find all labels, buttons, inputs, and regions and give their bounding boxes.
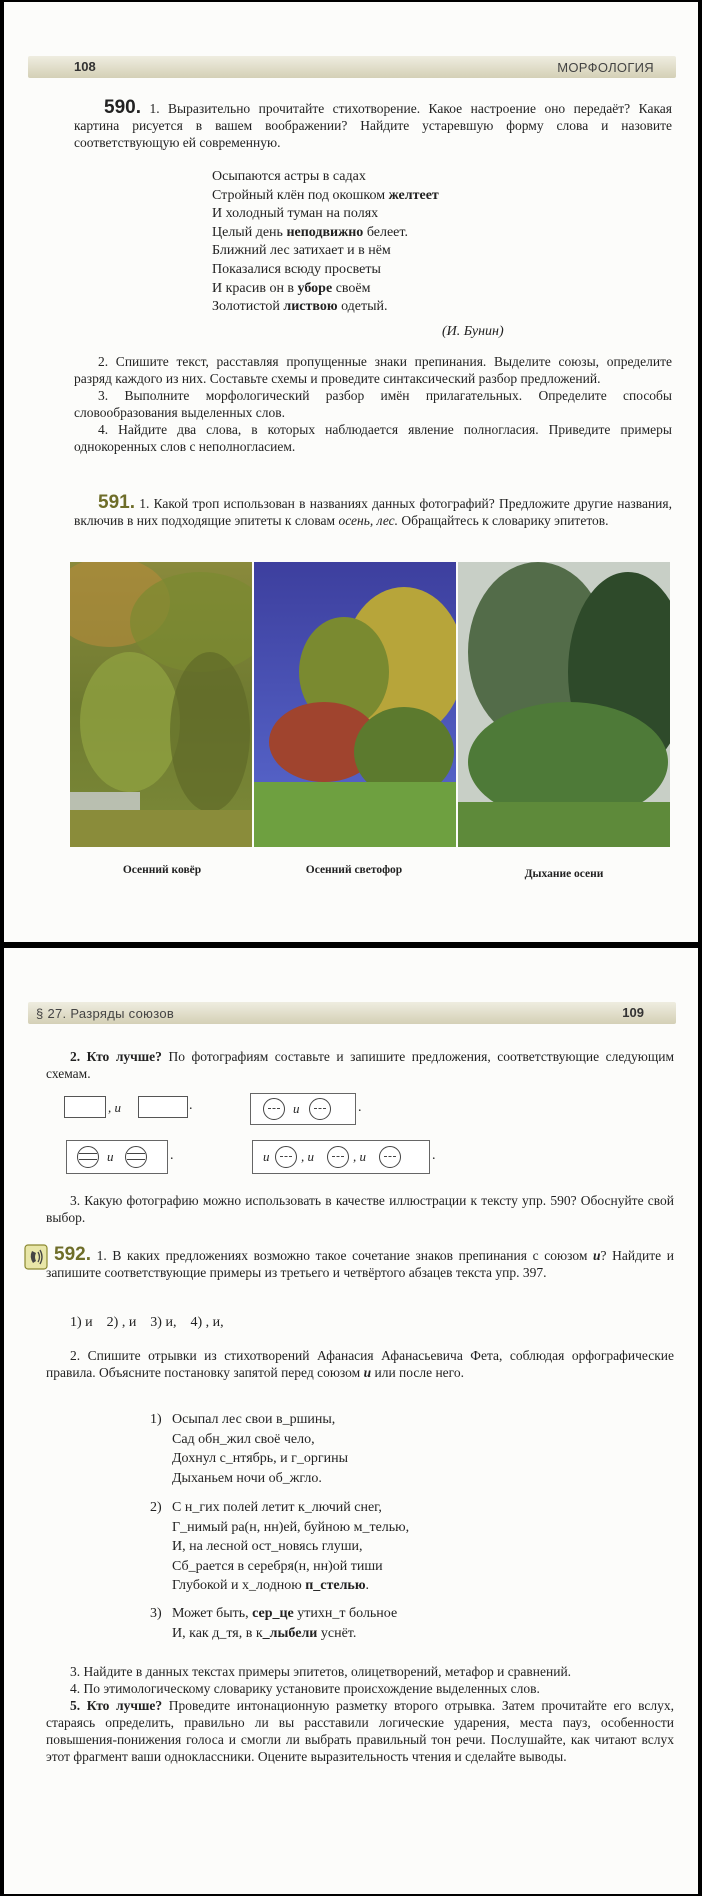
scheme-dot: . xyxy=(189,1098,193,1113)
poem-line: Осыпаются астры в садах xyxy=(212,169,366,184)
scheme-dot: . xyxy=(432,1148,436,1163)
task-3: 3. Найдите в данных текстах примеры эпитетов, олицетворений, метафор и сравнений. xyxy=(70,1664,572,1679)
photo-caption: Дыхание осени xyxy=(524,868,604,880)
exercise-592-task-1: 592. 1. В каких предложениях возможно такое сочетание знаков препинания с союзом и? Найдите и запишите соответствующие примеры из третьего и четвёртого абзацев текста упр. 397. xyxy=(46,1244,674,1280)
task-5: 5. Кто лучше? Проведите интонационную разметку второго отрывка. Затем прочитайте его вслух, стараясь определить, правильно ли вы расставили логические ударения, места пауз, особенности повышения-понижения голоса и смогли ли выбрать правильный тон речи. Послушайте, как читают вслух этот фрагмент ваши одноклассники. Оцените выразительность чтения и сделайте выводы. xyxy=(46,1698,674,1764)
clause-circle xyxy=(309,1098,331,1120)
fet-excerpt-3: 3) Может быть, сер_це утихн_т больное И, как д_тя, в к_лыбели уснёт. xyxy=(150,1606,398,1641)
scheme-dot: . xyxy=(170,1148,174,1163)
scheme-conj: , и xyxy=(108,1100,121,1115)
poem-line: Целый день неподвижно белеет. xyxy=(212,224,408,240)
fet-excerpt-1: 1) Осыпал лес свои в_ршины, Сад обн_жил своё чело, Дохнул с_нтябрь, и г_оргины Дыханьем ночи об_жгло. xyxy=(150,1412,349,1486)
page-number: 109 xyxy=(622,1005,644,1020)
page-108 xyxy=(4,2,698,942)
task-3: 3. Выполните морфологический разбор имён прилагательных. Определите способы словообразования выделенных слов. xyxy=(74,388,672,420)
photo-caption: Осенний ковёр xyxy=(122,864,202,876)
photo-caption: Осенний светофор xyxy=(305,864,403,876)
clause-circle xyxy=(327,1146,349,1168)
task-4: 4. Найдите два слова, в которых наблюдается явление полногласия. Приведите примеры однокоренных слов с неполногласием. xyxy=(74,422,672,454)
poem-line: Золотистой листвою одетый. xyxy=(212,299,388,315)
photo-autumn-traffic-light xyxy=(254,562,456,847)
exercise-number: 592. xyxy=(54,1244,91,1265)
poem-line: И холодный туман на полях xyxy=(212,206,379,222)
scheme-conj: и xyxy=(293,1101,300,1116)
clause-circle xyxy=(379,1146,401,1168)
exercise-592-tasks-3-5 xyxy=(46,1663,674,1765)
exercise-592-task-2: 2. Спишите отрывки из стихотворений Афанасия Афанасьевича Фета, соблюдая орфографические правила. Объясните постановку запятой перед союзом и или после него. xyxy=(46,1348,674,1380)
scheme-circles-1 xyxy=(250,1093,356,1125)
exercise-590-task-1: 590. 1. Выразительно прочитайте стихотворение. Какое настроение оно передаёт? Какая картина рисуется в вашем воображении? Найдите устаревшую форму слова и назовите соответствующую ей современную. xyxy=(74,97,673,150)
clause-circle xyxy=(125,1146,147,1168)
punctuation-combos: 1) и 2) , и 3) и, 4) , и, xyxy=(70,1315,224,1330)
clause-circle xyxy=(77,1146,99,1168)
poem-line: Ближний лес затихает и в нём xyxy=(212,243,391,259)
exercise-number: 591. xyxy=(98,492,135,513)
section-title: МОРФОЛОГИЯ xyxy=(557,60,654,75)
exercise-591-task-1: 591. 1. Какой троп использован в названиях данных фотографий? Предложите другие названия, включив в них подходящие эпитеты к словам осень, лес. Обращайтесь к словарику эпитетов. xyxy=(74,492,672,528)
scheme-box xyxy=(64,1096,106,1118)
clause-circle xyxy=(275,1146,297,1168)
poem-line: И красив он в уборе своём xyxy=(212,280,371,296)
exercise-number: 590. xyxy=(104,97,141,118)
running-header xyxy=(28,56,676,78)
page-109 xyxy=(4,948,698,1894)
photo-autumn-carpet xyxy=(70,562,252,847)
poem-line: Стройный клён под окошком желтеет xyxy=(212,187,439,203)
task-3: 3. Какую фотографию можно использовать в качестве иллюстрации к тексту упр. 590? Обоснуйте свой выбор. xyxy=(46,1193,674,1225)
scheme-box xyxy=(138,1096,188,1118)
task-4: 4. По этимологическому словарику установите происхождение выделенных слов. xyxy=(70,1681,540,1696)
scheme-circles-3: и , и , и xyxy=(252,1140,430,1174)
page-number: 108 xyxy=(74,59,96,74)
scheme-dot: . xyxy=(358,1100,362,1115)
poem-author: (И. Бунин) xyxy=(442,324,504,339)
scheme-circles-2 xyxy=(66,1140,168,1174)
task-2: 2. Спишите текст, расставляя пропущенные знаки препинания. Выделите союзы, определите разряд каждого из них. Составьте схемы и проведите синтаксический разбор предложений. xyxy=(74,354,672,386)
running-header xyxy=(28,1002,676,1024)
scheme-conj: и xyxy=(107,1149,114,1164)
listening-icon xyxy=(24,1244,48,1270)
exercise-590-tasks-2-4 xyxy=(74,353,672,455)
poem-bunin xyxy=(212,168,439,317)
poem-line: Показалися всюду просветы xyxy=(212,261,381,277)
fet-excerpt-2: 2) С н_гих полей летит к_лючий снег, Г_нимый ра(н, нн)ей, буйною м_телью, И, на лесной ост_новясь глуши, Сб_рается в серебря(н, нн)ой тиши Глубокой и х_лодною п_стелью. xyxy=(150,1500,410,1593)
photo-breath-of-autumn xyxy=(458,562,670,847)
section-title: § 27. Разряды союзов xyxy=(36,1006,175,1021)
task-2-who-better: 2. Кто лучше? По фотографиям составьте и запишите предложения, соответствующие следующим схемам. xyxy=(46,1049,675,1081)
clause-circle xyxy=(263,1098,285,1120)
